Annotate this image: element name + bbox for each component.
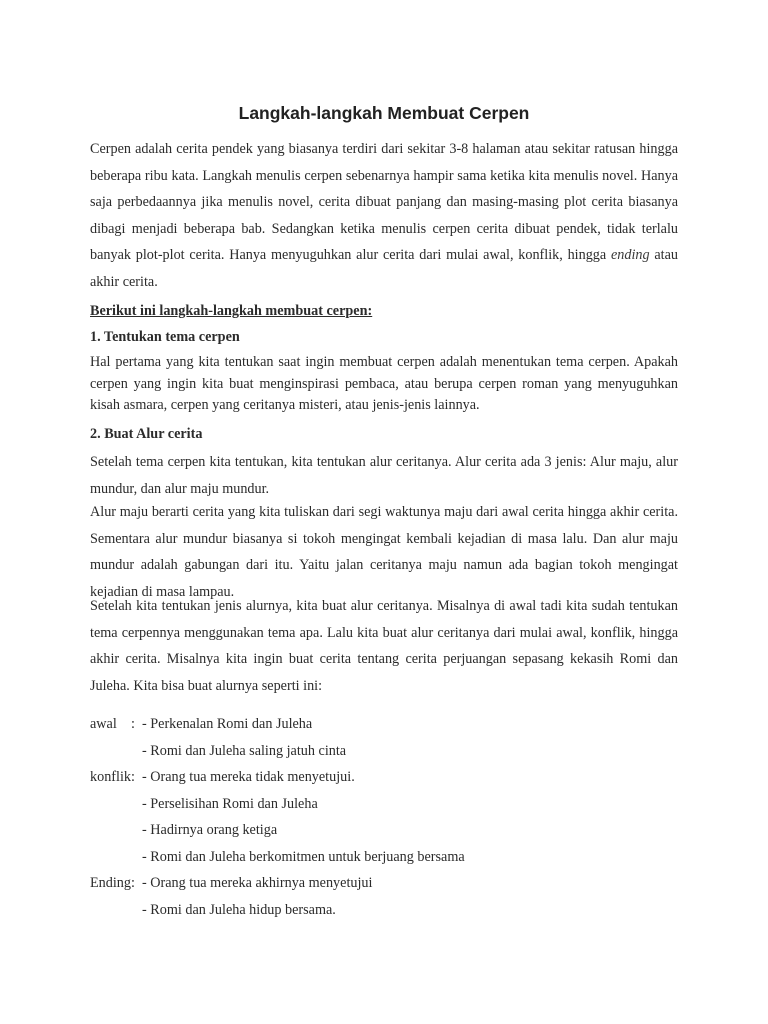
step1-heading: 1. Tentukan tema cerpen: [90, 329, 240, 345]
step2-line: akhir cerita. Misalnya kita ingin buat cerita tentang cerita perjuangan sepasang kekasih Romi dan: [90, 651, 678, 667]
plot-indent: [90, 844, 142, 871]
intro-text: banyak plot-plot cerita. Hanya menyuguhkan alur cerita dari mulai awal, konflik, hingga: [90, 247, 611, 263]
step1-line: cerpen yang ingin kita buat menginspirasi pembaca, atau berupa cerpen roman yang menyuguhkan: [90, 375, 678, 392]
intro-line: akhir cerita.: [90, 273, 158, 290]
intro-line: dibagi menjadi beberapa bab. Sedangkan ketika menulis cerpen cerita dibuat pendek, tidak terlalu: [90, 220, 678, 237]
plot-item: - Orang tua mereka akhirnya menyetujui: [142, 875, 373, 891]
italic-term: ending: [610, 247, 650, 263]
step2-paragraph-1: [90, 449, 678, 502]
intro-line: Cerpen adalah cerita pendek yang biasanya terdiri dari sekitar 3-8 halaman atau sekitar ratusan hingga: [90, 141, 678, 157]
plot-item: - Romi dan Juleha hidup bersama.: [142, 901, 336, 918]
steps-heading: Berikut ini langkah-langkah membuat cerpen:: [90, 303, 373, 319]
plot-indent: [90, 791, 142, 818]
step1-line: Hal pertama yang kita tentukan saat ingin membuat cerpen adalah menentukan tema cerpen. Apakah: [90, 354, 678, 370]
plot-row: [90, 817, 678, 844]
intro-line: saja perbedaannya jika menulis novel, cerita dibuat panjang dan masing-masing plot cerita biasanya: [90, 194, 678, 210]
step1-paragraph: [90, 352, 678, 417]
plot-label-ending: Ending:: [90, 875, 139, 891]
step2-line: mundur adalah gabungan dari itu. Yaitu jalan ceritanya maju namun ada bagian tokoh mengingat: [90, 557, 678, 573]
plot-item: - Romi dan Juleha saling jatuh cinta: [142, 742, 347, 759]
step2-line: Setelah kita tentukan jenis alurnya, kita buat alur ceritanya. Misalnya di awal tadi kita sudah tentukan: [90, 598, 678, 614]
plot-indent: [90, 817, 142, 844]
step2-line: Sementara alur mundur biasanya si tokoh mengingat kembali kejadian di masa lalu. Dan alur maju: [90, 530, 678, 547]
step2-heading: 2. Buat Alur cerita: [90, 426, 203, 442]
plot-item: - Perselisihan Romi dan Juleha: [142, 795, 318, 812]
plot-item: - Perkenalan Romi dan Juleha: [142, 716, 313, 732]
plot-label-konflik: konflik:: [90, 769, 139, 785]
step2-line: Alur maju berarti cerita yang kita tuliskan dari segi waktunya maju dari awal cerita hingga akhir cerita.: [90, 504, 678, 520]
step2-paragraph-3: [90, 593, 678, 699]
step2-paragraph-2: [90, 499, 678, 605]
plot-indent: [90, 738, 142, 765]
step2-line: Juleha. Kita bisa buat alurnya seperti ini:: [90, 677, 323, 694]
page-title: Langkah-langkah Membuat Cerpen: [238, 103, 530, 123]
intro-paragraph: [90, 136, 678, 295]
step2-line: Setelah tema cerpen kita tentukan, kita tentukan alur ceritanya. Alur cerita ada 3 jenis: Alur maju, alur: [90, 454, 678, 470]
plot-row: [90, 738, 678, 765]
plot-row: [90, 764, 678, 791]
intro-text: atau: [649, 247, 678, 263]
plot-row: [90, 844, 678, 871]
plot-row: [90, 711, 678, 738]
plot-row: [90, 870, 678, 897]
step2-line: mundur, dan alur maju mundur.: [90, 480, 270, 497]
plot-row: [90, 791, 678, 818]
step2-line: kejadian di masa lampau.: [90, 583, 235, 600]
plot-outline: [90, 711, 678, 923]
intro-line: beberapa ribu kata. Langkah menulis cerpen sebenarnya hampir sama ketika kita menulis novel. Hanya: [90, 167, 678, 184]
plot-item: - Hadirnya orang ketiga: [142, 822, 278, 838]
step2-line: tema cerpennya menggunakan tema apa. Lalu kita buat alur ceritanya dari mulai awal, konflik, hingga: [90, 624, 678, 641]
plot-item: - Orang tua mereka tidak menyetujui.: [142, 769, 355, 785]
plot-row: [90, 897, 678, 924]
intro-line: [90, 242, 678, 269]
plot-indent: [90, 897, 142, 924]
step1-line: kisah asmara, cerpen yang ceritanya misteri, atau jenis-jenis lainnya.: [90, 397, 480, 413]
plot-label-awal: awal :: [90, 716, 139, 732]
plot-item: - Romi dan Juleha berkomitmen untuk berjuang bersama: [142, 848, 465, 865]
